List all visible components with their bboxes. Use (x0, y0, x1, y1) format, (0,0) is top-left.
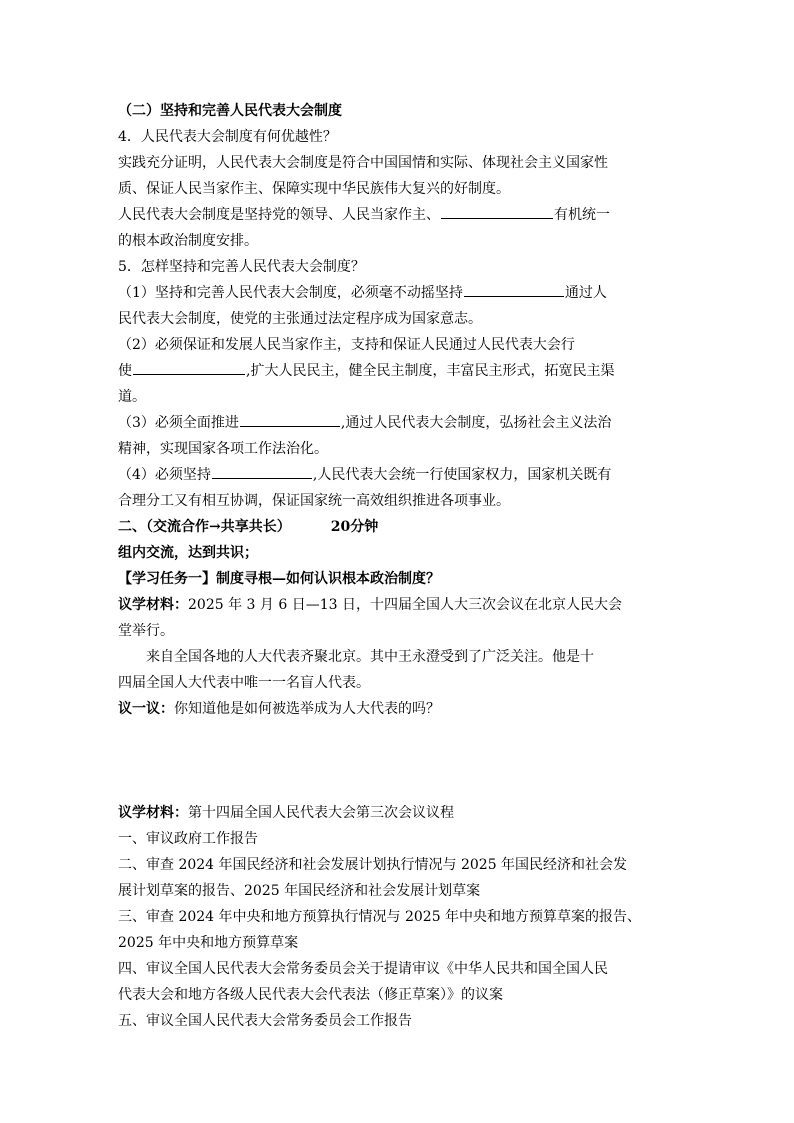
q5-item-2-line-2 (118, 358, 678, 384)
q5-i2-text-b: ,扩大人民民主，健全民主制度，丰富民主形式，拓宽民主渠 (246, 363, 615, 379)
part-2-time: 20分钟 (330, 519, 379, 535)
agenda-line: 三、审查 2024 年中央和地方预算执行情况与 2025 年中央和地方预算草案的报告、 (118, 909, 642, 925)
discussion-label: 议一议： (118, 701, 174, 717)
part-2-title: 二、（交流合作→共享共长） (118, 519, 291, 535)
fill-blank-4[interactable] (240, 410, 340, 427)
discussion-text: 你知道他是如何被选举成为人大代表的吗？ (174, 701, 440, 717)
material-1-line-4: 四届全国人大代表中唯一一名盲人代表。 (118, 675, 370, 691)
material-2-text: 第十四届全国人民代表大会第三次会议议程 (188, 805, 454, 821)
agenda-line: 二、审查 2024 年国民经济和社会发展计划执行情况与 2025 年国民经济和社会发 (118, 857, 628, 873)
document-body (118, 98, 678, 1034)
agenda-line: 一、审议政府工作报告 (118, 831, 258, 847)
material-1-text: 2025 年 3 月 6 日—13 日，十四届全国人大三次会议在北京人民大会 (188, 597, 622, 613)
question-5-title: 5．怎样坚持和完善人民代表大会制度？ (118, 259, 365, 275)
agenda-line: 展计划草案的报告、2025 年国民经济和社会发展计划草案 (118, 883, 481, 899)
fill-blank-3[interactable] (133, 358, 245, 375)
agenda-line: 四、审议全国人民代表大会常务委员会关于提请审议《中华人民共和国全国人民 (118, 961, 608, 977)
agenda-line: 代表大会和地方各级人民代表大会代表法（修正草案）》的议案 (118, 987, 503, 1003)
q5-item-2-line-3: 道。 (118, 389, 146, 405)
q5-item-1-line-1 (118, 280, 678, 306)
q4-p2-text-b: 有机统一 (554, 207, 610, 223)
material-1-line-3: 来自全国各地的人大代表齐聚北京。其中王永澄受到了广泛关注。他是十 (146, 649, 594, 665)
q5-item-4-line-2: 合理分工又有相互协调，保证国家统一高效组织推进各项事业。 (118, 493, 510, 509)
part-2-subheading: 组内交流，达到共识； (118, 545, 258, 561)
fill-blank-1[interactable] (441, 202, 553, 219)
q4-p2-text-a: 人民代表大会制度是坚持党的领导、人民当家作主、 (118, 207, 440, 223)
section-title: （二）坚持和完善人民代表大会制度 (118, 103, 342, 119)
q5-item-4-line-1 (118, 462, 678, 488)
fill-blank-2[interactable] (464, 280, 564, 297)
question-4-title: 4．人民代表大会制度有何优越性？ (118, 129, 337, 145)
material-1-label: 议学材料： (118, 597, 188, 613)
material-1-line-1 (118, 592, 678, 618)
q4-paragraph-2-line-2: 的根本政治制度安排。 (118, 233, 258, 249)
material-1-line-2: 堂举行。 (118, 623, 174, 639)
material-2-title (118, 800, 678, 826)
q4-paragraph-1-line-2: 质、保证人民当家作主、保障实现中华民族伟大复兴的好制度。 (118, 181, 510, 197)
fill-blank-5[interactable] (212, 462, 312, 479)
material-2-label: 议学材料： (118, 805, 188, 821)
q5-i3-text-b: ,通过人民代表大会制度，弘扬社会主义法治 (340, 415, 612, 431)
q4-paragraph-1-line-1: 实践充分证明，人民代表大会制度是符合中国国情和实际、体现社会主义国家性 (118, 155, 608, 171)
q5-i4-text-a: （4）必须坚持 (118, 467, 211, 483)
agenda-line: 五、审议全国人民代表大会常务委员会工作报告 (118, 1013, 412, 1029)
q5-item-3-line-2: 精神，实现国家各项工作法治化。 (118, 441, 328, 457)
q5-i1-text-a: （1）坚持和完善人民代表大会制度，必须毫不动摇坚持 (118, 285, 463, 301)
q5-item-1-line-2: 民代表大会制度，使党的主张通过法定程序成为国家意志。 (118, 311, 482, 327)
learning-task-1-title: 【学习任务一】制度寻根—如何认识根本政治制度？ (118, 571, 440, 587)
q5-i4-text-b: ,人民代表大会统一行使国家权力，国家机关既有 (312, 467, 612, 483)
q5-item-3-line-1 (118, 410, 678, 436)
answer-space (118, 722, 678, 774)
agenda-line: 2025 年中央和地方预算草案 (118, 935, 299, 951)
q5-i3-text-a: （3）必须全面推进 (118, 415, 239, 431)
discussion-prompt (118, 696, 678, 722)
q5-item-2-line-1: （2）必须保证和发展人民当家作主，支持和保证人民通过人民代表大会行 (118, 337, 575, 353)
q5-i2-text-a: 使 (118, 363, 132, 379)
q4-paragraph-2-line-1 (118, 202, 678, 228)
part-2-heading (118, 514, 678, 540)
q5-i1-text-b: 通过人 (564, 285, 607, 301)
